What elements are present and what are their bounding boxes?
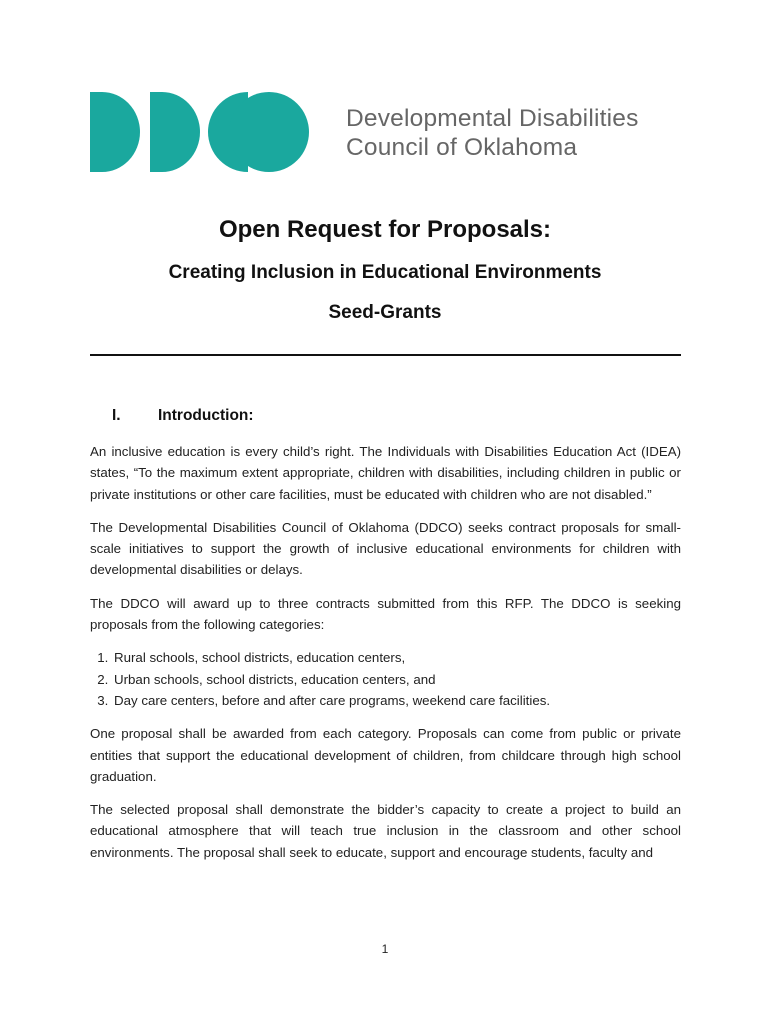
document-title: Open Request for Proposals: bbox=[218, 216, 552, 243]
paragraph: The DDCO will award up to three contracts submitted from this RFP. The DDCO is seeking proposals from the following categories: bbox=[90, 595, 681, 633]
list-item: 2. Urban schools, school districts, education centers, and bbox=[112, 669, 681, 690]
paragraph: An inclusive education is every child’s right. The Individuals with Disabilities Education Act (IDEA) states, “To the maximum extent appropriate, children with disabilities, including children in public or private institutions or other care facilities, must be educated with children who are not disabled.” bbox=[90, 444, 681, 502]
ddco-logo-mark-icon bbox=[90, 92, 310, 172]
page-number: 1 bbox=[381, 942, 389, 956]
horizontal-rule bbox=[90, 354, 681, 356]
document-subtitle: Creating Inclusion in Educational Environments bbox=[168, 262, 602, 283]
org-name-line1: Developmental Disabilities bbox=[346, 105, 639, 132]
ddco-logo bbox=[90, 92, 690, 172]
list-item: 3. Day care centers, before and after care programs, weekend care facilities. bbox=[112, 690, 681, 711]
category-list bbox=[90, 647, 681, 711]
section-title: Introduction: bbox=[158, 407, 254, 424]
paragraph: The selected proposal shall demonstrate the bidder’s capacity to create a project to build an educational atmosphere that will teach true inclusion in the classroom and other school environments. The proposal shall seek to educate, support and encourage students, faculty and bbox=[90, 802, 681, 860]
section-heading bbox=[112, 407, 254, 425]
org-name bbox=[346, 104, 639, 162]
section-number: I. bbox=[112, 407, 121, 424]
document-subtitle-2: Seed-Grants bbox=[328, 302, 442, 323]
org-name-line2: Council of Oklahoma bbox=[346, 134, 578, 161]
list-item: 1. Rural schools, school districts, education centers, bbox=[112, 647, 681, 668]
document-body bbox=[90, 441, 681, 875]
paragraph: The Developmental Disabilities Council of Oklahoma (DDCO) seeks contract proposals for small-scale initiatives to support the growth of inclusive educational environments for children with developmental disabilities or delays. bbox=[90, 519, 681, 578]
paragraph: One proposal shall be awarded from each category. Proposals can come from public or private entities that support the educational development of children, from childcare through high school graduation. bbox=[90, 726, 681, 784]
